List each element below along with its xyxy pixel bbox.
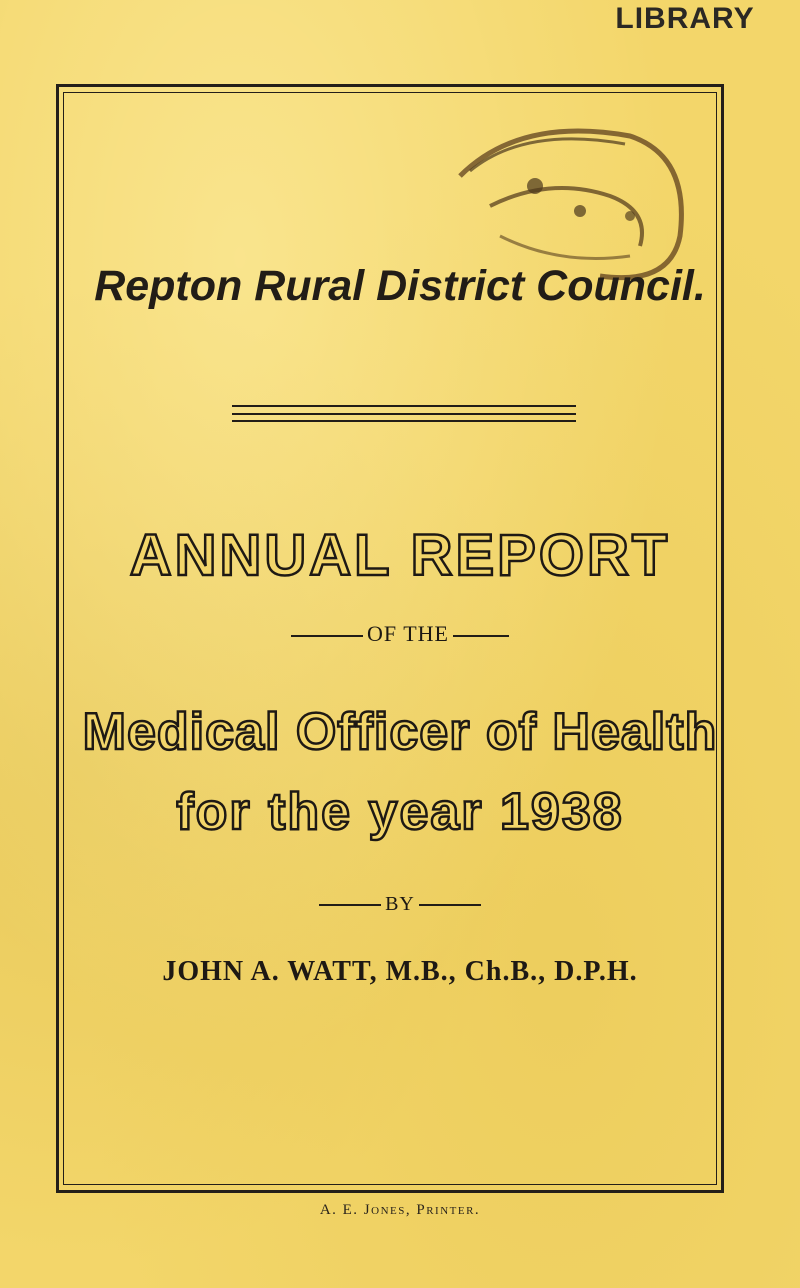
- by-text: BY: [385, 893, 415, 915]
- year-line: for the year 1938: [176, 783, 624, 841]
- printer-imprint: [0, 1202, 800, 1219]
- of-the-text: OF THE: [367, 621, 449, 646]
- council-name: Repton Rural District Council.: [94, 262, 706, 310]
- author-name: JOHN A. WATT, M.B., Ch.B., D.P.H.: [162, 956, 638, 987]
- dash-left: [291, 635, 363, 637]
- dash-left: [319, 904, 381, 906]
- of-the-line: [0, 621, 800, 647]
- by-line: [0, 893, 800, 916]
- report-title: ANNUAL REPORT: [129, 523, 671, 588]
- library-stamp: LIBRARY: [615, 2, 755, 35]
- decorative-rule: [232, 405, 576, 423]
- dash-right: [419, 904, 481, 906]
- dash-right: [453, 635, 509, 637]
- subject-title: Medical Officer of Health: [82, 703, 718, 761]
- printer-text: A. E. Jones, Printer.: [319, 1202, 481, 1218]
